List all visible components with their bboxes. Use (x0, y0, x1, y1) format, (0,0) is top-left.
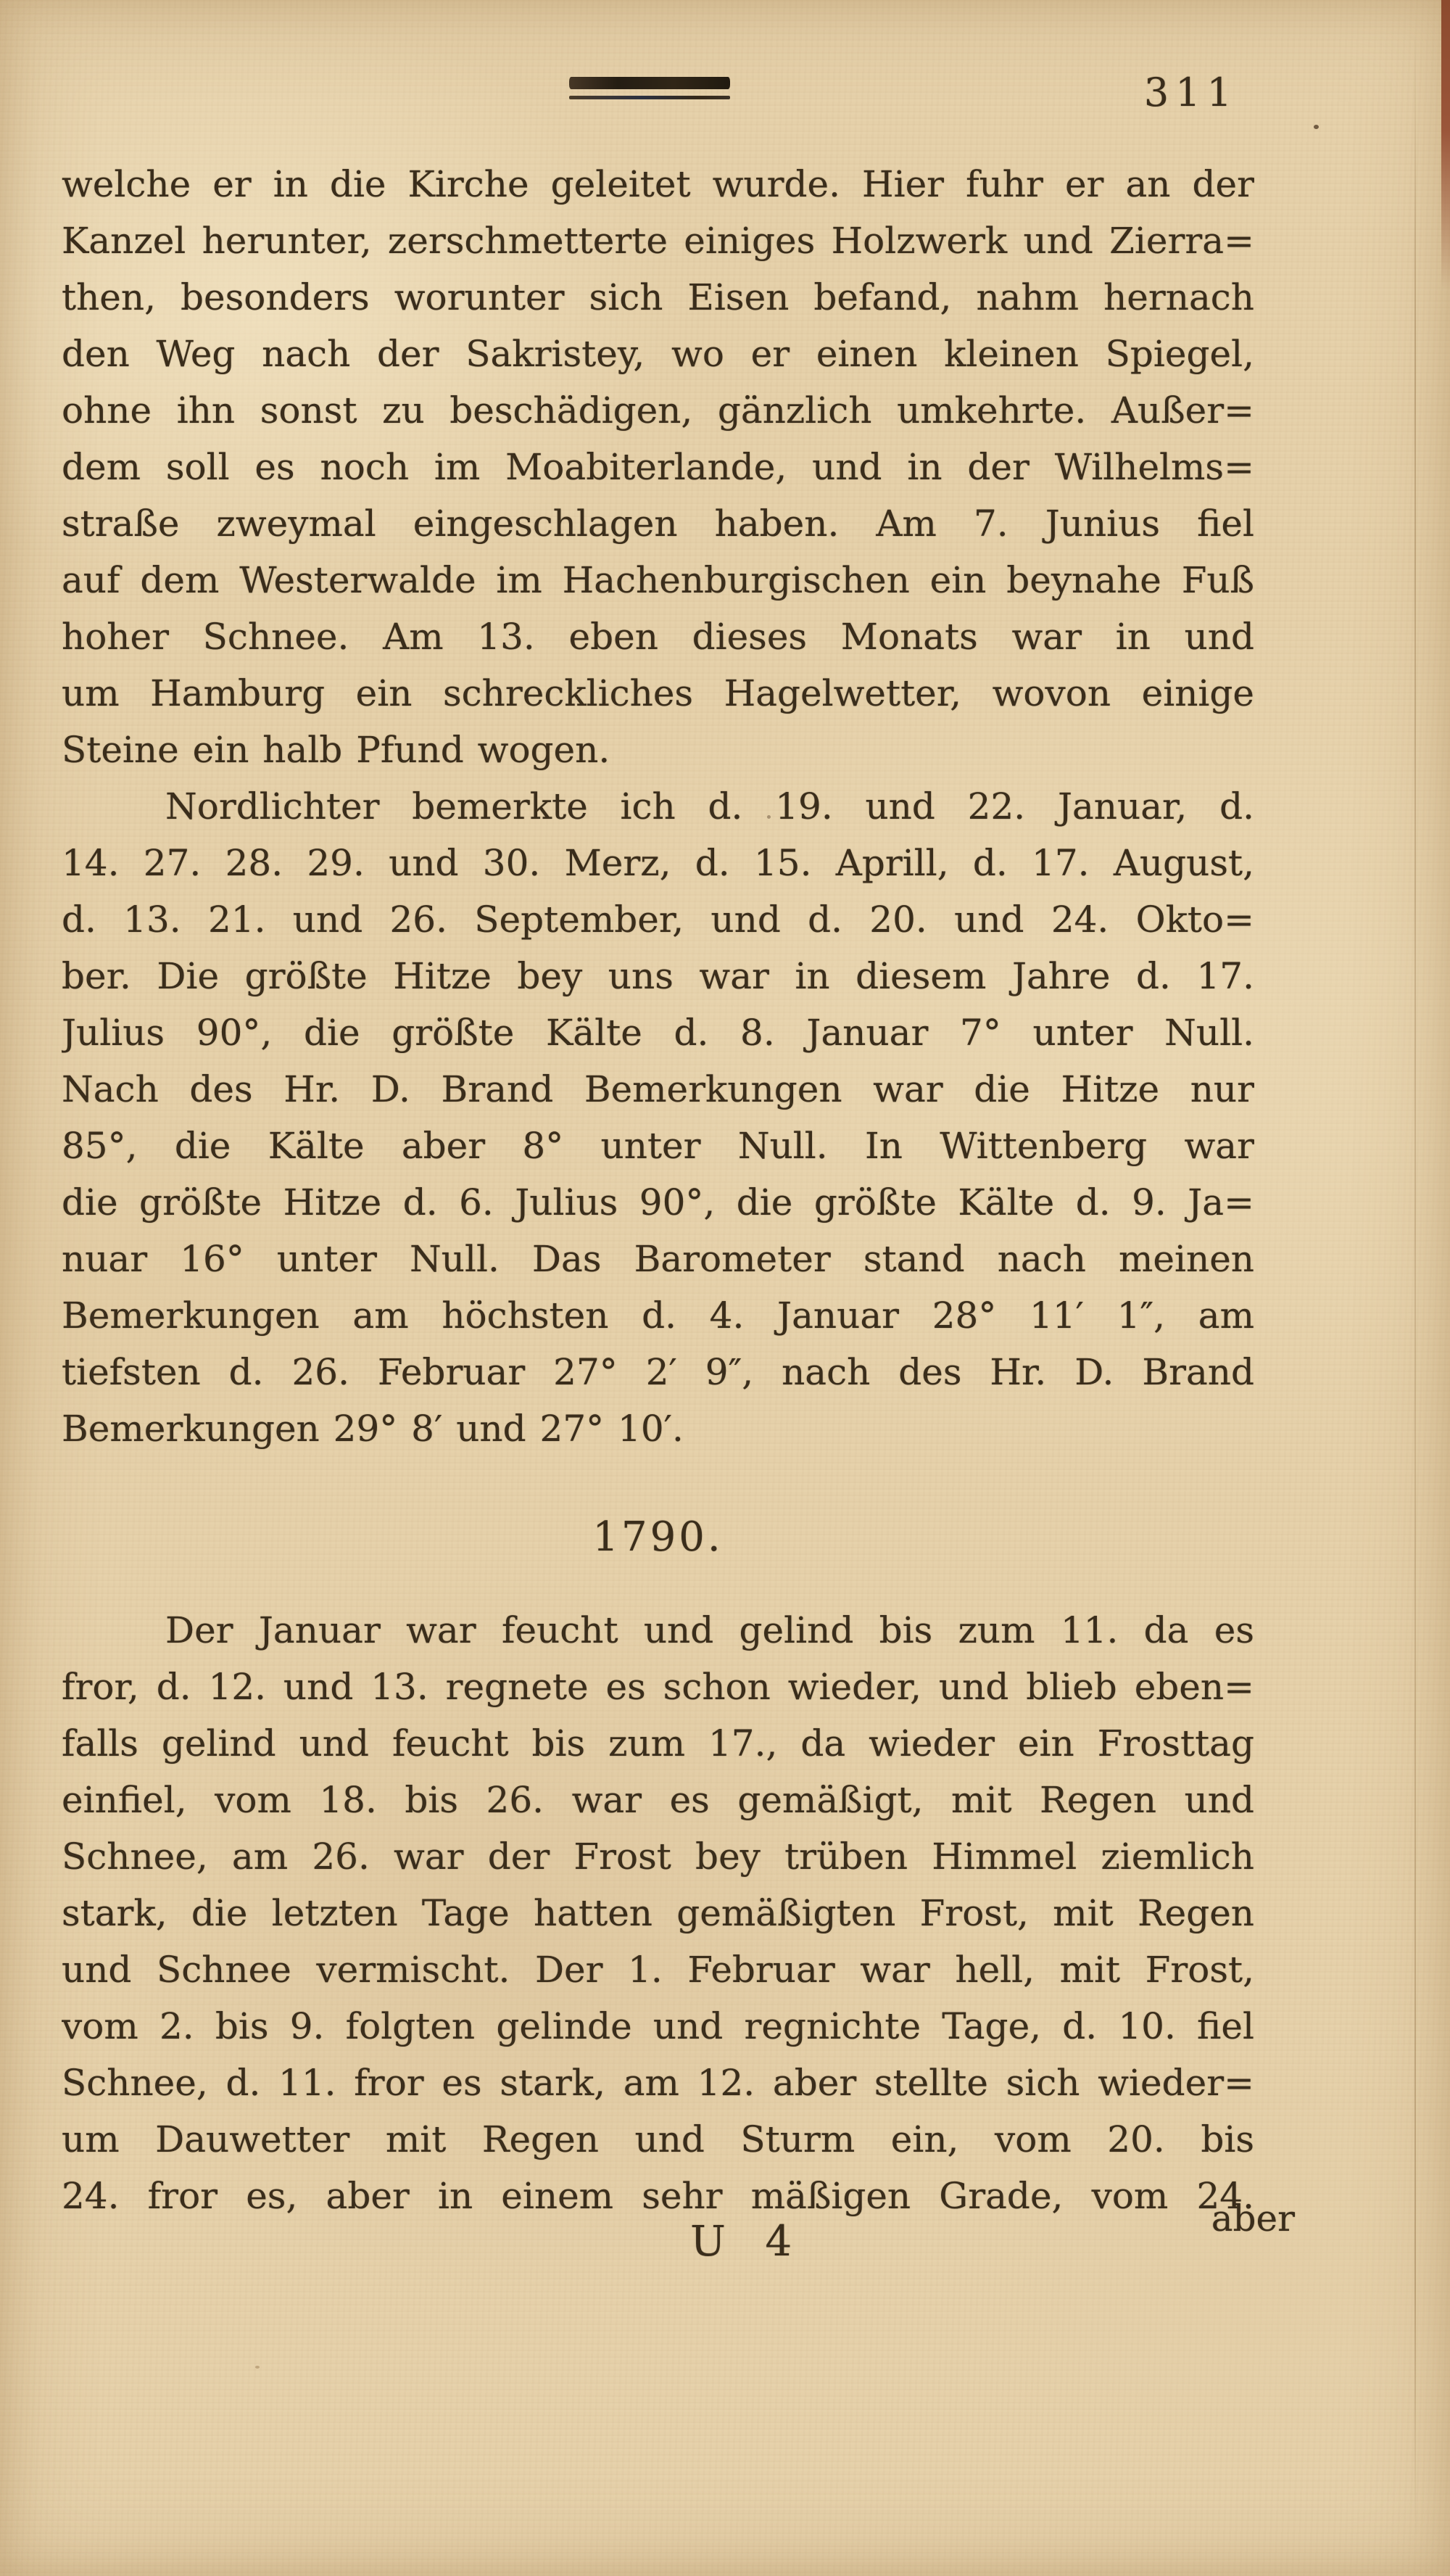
text-line: straße zweymal eingeschlagen haben. Am 7. Junius fiel (62, 503, 1254, 545)
text-line: 85°, die Kälte aber 8° unter Null. In Wittenberg war (62, 1125, 1254, 1167)
header-rule-ornament (569, 77, 730, 99)
catchword: aber (1211, 2197, 1295, 2239)
text-line: ber. Die größte Hitze bey uns war in diesem Jahre d. 17. (62, 955, 1254, 997)
text-line: welche er in die Kirche geleitet wurde. Hier fuhr er an der (62, 163, 1254, 205)
page-crease-line (1414, 29, 1416, 2538)
text-line: tiefsten d. 26. Februar 27° 2′ 9″, nach des Hr. D. Brand (62, 1351, 1254, 1393)
text-line: nuar 16° unter Null. Das Barometer stand nach meinen (62, 1238, 1254, 1280)
text-line: falls gelind und feucht bis zum 17., da wieder ein Frosttag (62, 1722, 1254, 1764)
ink-speck (1314, 125, 1319, 129)
ornament-thick-bar (569, 77, 730, 89)
text-line: Schnee, d. 11. fror es stark, am 12. aber stellte sich wieder= (62, 2062, 1254, 2104)
page-number: 311 (1143, 70, 1238, 115)
text-line: stark, die letzten Tage hatten gemäßigten Frost, mit Regen (62, 1892, 1254, 1934)
signature-mark: U 4 (690, 2216, 795, 2266)
text-line: hoher Schnee. Am 13. eben dieses Monats war in und (62, 616, 1254, 658)
text-line: Der Januar war feucht und gelind bis zum 11. da es (165, 1609, 1254, 1651)
text-line: Kanzel herunter, zerschmetterte einiges Holzwerk und Zierra= (62, 220, 1254, 262)
text-line: Nach des Hr. D. Brand Bemerkungen war die Hitze nur (62, 1068, 1254, 1110)
text-line: d. 13. 21. und 26. September, und d. 20. und 24. Okto= (62, 899, 1254, 941)
paragraph-3 (62, 1602, 1254, 2224)
text-line: then, besonders worunter sich Eisen befand, nahm hernach (62, 276, 1254, 318)
text-line: Bemerkungen 29° 8′ und 27° 10′. (62, 1408, 684, 1450)
text-line: 24. fror es, aber in einem sehr mäßigen Grade, vom 24. (62, 2175, 1254, 2217)
paragraph-2 (62, 778, 1254, 1457)
main-text-block (62, 156, 1254, 1457)
text-line: um Hamburg ein schreckliches Hagelwetter, wovon einige (62, 672, 1254, 714)
paragraph-1 (62, 156, 1254, 778)
text-line: und Schnee vermischt. Der 1. Februar war hell, mit Frost, (62, 1949, 1254, 1991)
text-line: Julius 90°, die größte Kälte d. 8. Januar 7° unter Null. (62, 1012, 1254, 1054)
text-line: Steine ein halb Pfund wogen. (62, 729, 610, 771)
year-heading: 1790. (592, 1514, 724, 1561)
page-edge-stain (1441, 0, 1450, 290)
text-line: dem soll es noch im Moabiterlande, und in der Wilhelms= (62, 446, 1254, 488)
text-line: die größte Hitze d. 6. Julius 90°, die größte Kälte d. 9. Ja= (62, 1181, 1254, 1223)
text-line: einfiel, vom 18. bis 26. war es gemäßigt, mit Regen und (62, 1779, 1254, 1821)
text-line: vom 2. bis 9. folgten gelinde und regnichte Tage, d. 10. fiel (62, 2005, 1254, 2047)
text-line: ohne ihn sonst zu beschädigen, gänzlich umkehrte. Außer= (62, 389, 1254, 432)
text-line: Schnee, am 26. war der Frost bey trüben Himmel ziemlich (62, 1836, 1254, 1878)
text-line: auf dem Westerwalde im Hachenburgischen ein beynahe Fuß (62, 559, 1254, 601)
ornament-thin-bar (569, 96, 730, 99)
text-line: Nordlichter bemerkte ich d. 19. und 22. Januar, d. (165, 785, 1254, 827)
text-line: um Dauwetter mit Regen und Sturm ein, vom 20. bis (62, 2118, 1254, 2160)
text-line: den Weg nach der Sakristey, wo er einen kleinen Spiegel, (62, 333, 1254, 375)
text-line: Bemerkungen am höchsten d. 4. Januar 28° 11′ 1″, am (62, 1295, 1254, 1337)
text-line: fror, d. 12. und 13. regnete es schon wieder, und blieb eben= (62, 1666, 1254, 1708)
paper-speck (255, 2366, 260, 2369)
text-line: 14. 27. 28. 29. und 30. Merz, d. 15. Aprill, d. 17. August, (62, 842, 1254, 884)
